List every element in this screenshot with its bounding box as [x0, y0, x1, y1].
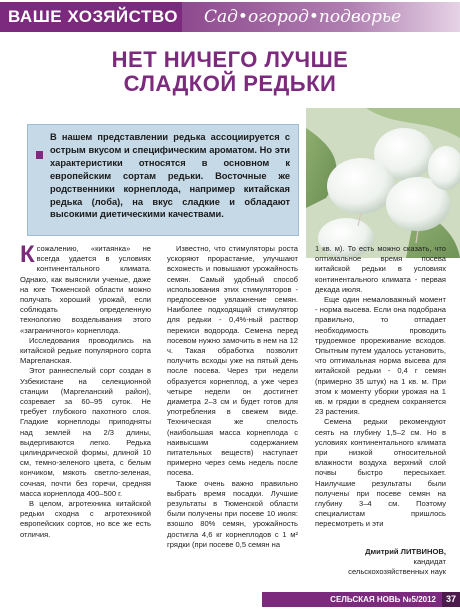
article-column-2	[167, 244, 298, 550]
paragraph: Исследования проводились на китайской редьке популярного сорта Маргеланская.	[20, 335, 151, 366]
header-bar	[0, 0, 460, 34]
publication-name: СЕЛЬСКАЯ НОВЬ №5/2012	[262, 592, 442, 607]
article-body	[20, 241, 446, 589]
section-title: ВАШЕ ХОЗЯЙСТВО	[0, 2, 182, 32]
lead-text: В нашем представлении редька ассоциируется с острым вкусом и специфическим ароматом. Но эти характеристики относятся в основном к европейским сортам редьки. Восточные же родственники корнеплода, например китайская редька (лоба), на вкус сладкие и обладают высокими диетическими качествами.	[50, 132, 290, 220]
author-signature	[330, 547, 446, 577]
author-name: Дмитрий ЛИТВИНОВ,	[365, 547, 446, 556]
author-title: кандидат	[413, 557, 446, 566]
article-headline	[0, 48, 460, 96]
paragraph: Также очень важно правильно выбрать время посадки. Лучшие результаты в Тюменской области были получены при посеве 10 июля: взошло 80% семян, урожайность достигла 4,6 кг корнеплодов с 1 м² грядки (при посеве 0,5 семян на	[167, 478, 298, 549]
lead-box	[27, 124, 299, 236]
paragraph: Этот раннеспелый сорт создан в Узбекистане на селекционной станции (Маргеланский район), созревает за 60–95 суток. Не требует глубокого пахотного слоя. Гладкие корнеплоды приподняты над землей на 2/3 длины, выдергиваются легко. Редька цилиндрической формы, длиной 10 см, темно-зеленого цвета, с белым кончиком, мякоть светло-зеленая, сочная, почти без горечи, средняя масса корнеплода 400–500 г.	[20, 366, 151, 498]
paragraph: В целом, агротехника китайской редьки сходна с агротехникой европейских сортов, но все же есть отличия.	[20, 499, 151, 539]
author-title-2: сельскохозяйственных наук	[348, 567, 446, 576]
paragraph: Семена редьки рекомендуют сеять на глубину 1,5–2 см. Но в условиях континентального климата при низкой относительной влажности воздуха верхний слой почвы быстро пересыхает. Наилучшие результаты были получены при посеве семян на глубину 3–4 см. Поэтому специалистам пришлось пересмотреть и эти	[315, 417, 446, 529]
page-number: 37	[442, 592, 460, 607]
paragraph: Еще один немаловажный момент - норма высева. Если она подобрана правильно, то отпадает необходимость проводить трудоемкое прореживание всходов. Опытным путем удалось установить, что оптимальная норма высева для китайской редьки - 0,4 г семян (примерно 35 штук) на 1 кв. м. При этом к моменту уборки урожая на 1 кв. м грядки в среднем сохраняется 23 растения.	[315, 295, 446, 417]
paragraph: 1 кв. м). То есть можно сказать, что оптимальное время посева китайской редьки в условиях континентального климата - первая декада июля.	[315, 244, 446, 294]
radish-photo	[306, 108, 460, 258]
article-column-1	[20, 241, 151, 540]
paragraph: Ксожалению, «китаянка» не всегда удается в условиях континентального климата. Однако, как выяснили ученые, даже на юге Тюменской области можно получать хороший урожай, если соблюдать определенную технологию возделывания этого «заграничного» корнеплода.	[20, 241, 151, 335]
drop-cap: К	[20, 241, 35, 268]
page-footer	[0, 591, 460, 609]
article-column-3	[315, 244, 446, 530]
headline-line-2: СЛАДКОЙ РЕДЬКИ	[123, 71, 337, 96]
radish-photo-icon	[306, 108, 460, 258]
paragraph: Известно, что стимуляторы роста ускоряют прорастание, улучшают всхожесть и повышают урожайность семян. Самый удобный способ использования этих стимуляторов - предпосевное увлажнение семян. Наиболее подходящий стимулятор для редьки - 0,4%-ный раствор перекиси водорода. Семена перед посевом нужно замочить в нем на 12 ч. Такая обработка позволит получить всходы уже на пятый день после посева. Через три недели образуется корнеплод, а уже через четыре недели он достигнет диаметра 2–3 см и будет готов для употребления в свежем виде. Техническая же спелость (наибольшая масса корнеплода с наивысшим содержанием питательных веществ) наступает примерно через семь недель после посева.	[167, 244, 298, 478]
rubric-title: Сад•огород•подворье	[182, 2, 460, 32]
headline-line-1: НЕТ НИЧЕГО ЛУЧШЕ	[111, 47, 349, 72]
square-bullet-icon	[36, 151, 43, 159]
